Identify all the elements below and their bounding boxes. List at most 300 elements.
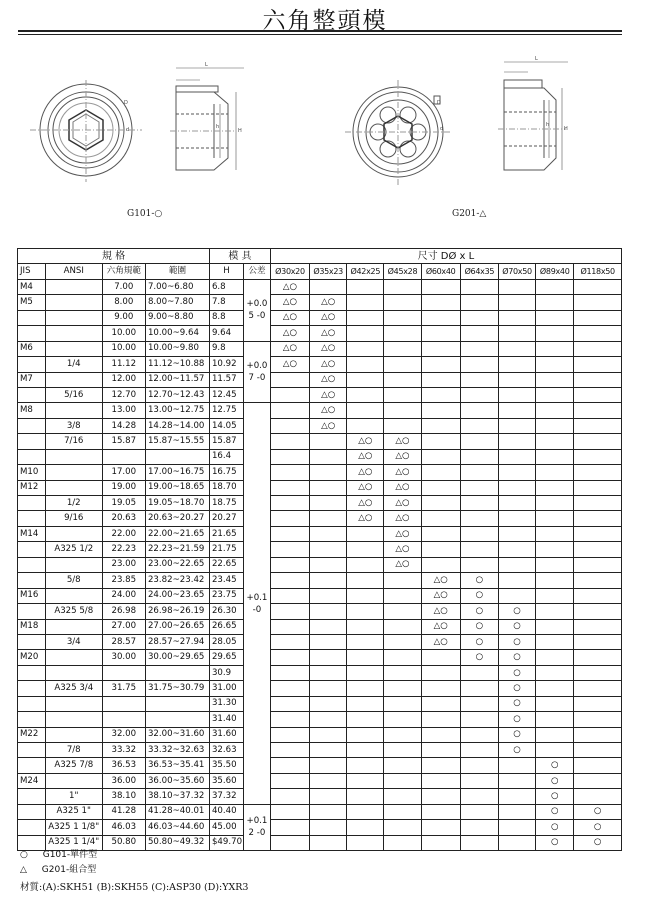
svg-text:H: H xyxy=(238,128,242,134)
cell-range: 17.00~16.75 xyxy=(145,465,209,480)
cell-mark xyxy=(536,604,574,619)
cell-mark xyxy=(270,681,309,696)
cell-mark xyxy=(498,341,535,356)
cell-mark xyxy=(347,588,384,603)
cell-h: 15.87 xyxy=(209,434,243,449)
cell-ansi: 9/16 xyxy=(45,511,102,526)
cell-hex: 27.00 xyxy=(102,619,145,634)
cell-mark xyxy=(498,526,535,541)
cell-range: 33.32~32.63 xyxy=(145,743,209,758)
cell-range: 24.00~23.65 xyxy=(145,588,209,603)
cell-mark: ○ xyxy=(574,820,622,835)
cell-mark xyxy=(421,712,460,727)
cell-jis: M4 xyxy=(18,279,46,294)
cell-mark xyxy=(384,326,421,341)
cell-ansi: A325 1" xyxy=(45,804,102,819)
cell-mark xyxy=(310,712,347,727)
cell-mark xyxy=(498,449,535,464)
col-size: Ø30x20 xyxy=(270,264,309,279)
cell-mark xyxy=(310,804,347,819)
cell-mark xyxy=(421,403,460,418)
spec-table-body xyxy=(18,279,622,850)
cell-mark xyxy=(310,743,347,758)
cell-h: 26.30 xyxy=(209,604,243,619)
cell-jis xyxy=(18,604,46,619)
g201-front-view xyxy=(345,80,452,185)
cell-jis xyxy=(18,665,46,680)
cell-mark xyxy=(384,604,421,619)
cell-mark xyxy=(310,758,347,773)
cell-mark xyxy=(421,434,460,449)
cell-mark xyxy=(310,789,347,804)
cell-mark xyxy=(574,357,622,372)
cell-mark xyxy=(574,681,622,696)
cell-mark xyxy=(498,835,535,850)
cell-mark: ○ xyxy=(498,650,535,665)
cell-mark xyxy=(310,696,347,711)
cell-hex: 31.75 xyxy=(102,681,145,696)
cell-ansi xyxy=(45,773,102,788)
cell-ansi: A325 5/8 xyxy=(45,604,102,619)
cell-mark xyxy=(310,681,347,696)
cell-h: 21.75 xyxy=(209,542,243,557)
svg-text:D: D xyxy=(124,100,128,106)
cell-jis: M22 xyxy=(18,727,46,742)
cell-range: 12.00~11.57 xyxy=(145,372,209,387)
cell-jis xyxy=(18,418,46,433)
cell-mark xyxy=(270,480,309,495)
cell-mark xyxy=(460,758,498,773)
cell-mark xyxy=(536,712,574,727)
cell-h: 31.40 xyxy=(209,712,243,727)
cell-mark xyxy=(536,341,574,356)
triangle-icon: △ xyxy=(20,865,27,875)
cell-mark xyxy=(347,789,384,804)
table-row xyxy=(18,526,622,541)
cell-range: 28.57~27.94 xyxy=(145,634,209,649)
col-jis: JIS xyxy=(18,264,46,279)
cell-mark: △○ xyxy=(270,279,309,294)
cell-mark: △○ xyxy=(421,604,460,619)
cell-mark xyxy=(384,295,421,310)
cell-mark xyxy=(421,727,460,742)
cell-mark xyxy=(347,573,384,588)
cell-mark: ○ xyxy=(536,773,574,788)
table-row xyxy=(18,310,622,325)
cell-h: 7.8 xyxy=(209,295,243,310)
svg-text:D: D xyxy=(437,100,441,106)
cell-mark xyxy=(310,835,347,850)
cell-mark xyxy=(421,372,460,387)
cell-mark: ○ xyxy=(498,727,535,742)
cell-ansi xyxy=(45,449,102,464)
cell-hex: 36.53 xyxy=(102,758,145,773)
col-size: Ø118x50 xyxy=(574,264,622,279)
cell-mark xyxy=(421,387,460,402)
cell-mark xyxy=(347,326,384,341)
cell-mark xyxy=(498,403,535,418)
cell-mark xyxy=(270,773,309,788)
cell-mark xyxy=(574,650,622,665)
cell-mark xyxy=(270,634,309,649)
cell-mark xyxy=(421,511,460,526)
cell-mark xyxy=(270,449,309,464)
cell-mark xyxy=(310,480,347,495)
cell-mark xyxy=(460,449,498,464)
cell-h: 22.65 xyxy=(209,557,243,572)
cell-mark: △○ xyxy=(384,465,421,480)
table-row xyxy=(18,588,622,603)
cell-jis xyxy=(18,573,46,588)
table-row xyxy=(18,387,622,402)
cell-ansi: 7/16 xyxy=(45,434,102,449)
cell-mark xyxy=(347,712,384,727)
group-die: 模 具 xyxy=(209,249,270,264)
cell-mark xyxy=(574,434,622,449)
cell-mark xyxy=(460,403,498,418)
cell-range: 10.00~9.64 xyxy=(145,326,209,341)
cell-mark xyxy=(347,341,384,356)
cell-h: 30.9 xyxy=(209,665,243,680)
col-size: Ø70x50 xyxy=(498,264,535,279)
cell-mark: ○ xyxy=(536,820,574,835)
cell-mark xyxy=(384,681,421,696)
cell-mark xyxy=(384,588,421,603)
cell-mark xyxy=(421,295,460,310)
cell-mark xyxy=(536,465,574,480)
cell-hex: 14.28 xyxy=(102,418,145,433)
cell-jis xyxy=(18,820,46,835)
cell-mark: ○ xyxy=(536,804,574,819)
cell-mark xyxy=(421,835,460,850)
cell-mark xyxy=(384,650,421,665)
cell-mark xyxy=(421,326,460,341)
cell-jis xyxy=(18,758,46,773)
cell-mark: △○ xyxy=(310,403,347,418)
cell-jis xyxy=(18,511,46,526)
cell-mark xyxy=(574,496,622,511)
cell-mark: ○ xyxy=(536,835,574,850)
cell-mark xyxy=(270,835,309,850)
cell-ansi xyxy=(45,310,102,325)
svg-text:h: h xyxy=(216,124,220,130)
cell-mark xyxy=(460,418,498,433)
table-row xyxy=(18,773,622,788)
cell-mark xyxy=(536,434,574,449)
cell-range: 23.82~23.42 xyxy=(145,573,209,588)
cell-mark xyxy=(536,696,574,711)
cell-mark xyxy=(270,526,309,541)
cell-mark xyxy=(310,279,347,294)
cell-mark xyxy=(460,341,498,356)
cell-mark xyxy=(574,542,622,557)
table-row xyxy=(18,372,622,387)
cell-mark: ○ xyxy=(498,665,535,680)
cell-mark: △○ xyxy=(270,295,309,310)
cell-mark xyxy=(498,573,535,588)
cell-jis: M24 xyxy=(18,773,46,788)
cell-ansi xyxy=(45,295,102,310)
cell-mark xyxy=(310,557,347,572)
cell-mark xyxy=(384,418,421,433)
cell-h: 32.63 xyxy=(209,743,243,758)
cell-h: 21.65 xyxy=(209,526,243,541)
cell-mark xyxy=(460,820,498,835)
cell-mark xyxy=(536,665,574,680)
cell-range: 41.28~40.01 xyxy=(145,804,209,819)
cell-mark xyxy=(421,743,460,758)
cell-mark xyxy=(498,588,535,603)
cell-mark: ○ xyxy=(574,804,622,819)
cell-h: 31.30 xyxy=(209,696,243,711)
cell-mark xyxy=(270,804,309,819)
cell-h: 31.60 xyxy=(209,727,243,742)
cell-h: 20.27 xyxy=(209,511,243,526)
cell-range: 46.03~44.60 xyxy=(145,820,209,835)
cell-mark xyxy=(536,372,574,387)
cell-ansi: 3/4 xyxy=(45,634,102,649)
page-title: 六角整頭模 xyxy=(262,8,388,34)
cell-hex: 10.00 xyxy=(102,326,145,341)
cell-mark xyxy=(536,557,574,572)
table-row xyxy=(18,326,622,341)
cell-mark xyxy=(310,449,347,464)
cell-range: 32.00~31.60 xyxy=(145,727,209,742)
cell-hex: 7.00 xyxy=(102,279,145,294)
cell-mark xyxy=(270,573,309,588)
cell-mark xyxy=(310,650,347,665)
cell-mark xyxy=(498,557,535,572)
cell-mark xyxy=(347,542,384,557)
cell-mark xyxy=(310,773,347,788)
cell-hex: 32.00 xyxy=(102,727,145,742)
cell-mark: △○ xyxy=(347,496,384,511)
cell-h: 23.75 xyxy=(209,588,243,603)
cell-mark xyxy=(384,712,421,727)
cell-mark xyxy=(574,279,622,294)
cell-mark xyxy=(574,634,622,649)
cell-mark xyxy=(574,557,622,572)
cell-mark xyxy=(498,465,535,480)
cell-hex: 24.00 xyxy=(102,588,145,603)
cell-mark: ○ xyxy=(460,604,498,619)
cell-mark: ○ xyxy=(574,835,622,850)
table-row xyxy=(18,758,622,773)
cell-h: 26.65 xyxy=(209,619,243,634)
cell-mark xyxy=(384,573,421,588)
cell-mark: △○ xyxy=(310,310,347,325)
cell-mark xyxy=(270,820,309,835)
cell-mark xyxy=(421,542,460,557)
cell-mark xyxy=(384,372,421,387)
cell-mark: △○ xyxy=(310,326,347,341)
svg-text:L: L xyxy=(205,62,208,68)
cell-mark xyxy=(270,604,309,619)
cell-mark: ○ xyxy=(460,619,498,634)
cell-mark xyxy=(310,526,347,541)
cell-range: 27.00~26.65 xyxy=(145,619,209,634)
cell-h: 37.32 xyxy=(209,789,243,804)
cell-mark xyxy=(574,372,622,387)
cell-jis xyxy=(18,434,46,449)
cell-range: 9.00~8.80 xyxy=(145,310,209,325)
cell-mark xyxy=(421,480,460,495)
table-row xyxy=(18,681,622,696)
cell-mark xyxy=(384,310,421,325)
cell-mark xyxy=(498,496,535,511)
cell-mark xyxy=(536,743,574,758)
legend-item-g201 xyxy=(20,862,96,875)
cell-mark xyxy=(574,588,622,603)
cell-hex xyxy=(102,712,145,727)
cell-mark: ○ xyxy=(536,789,574,804)
cell-ansi: A325 1 1/4" xyxy=(45,835,102,850)
cell-mark xyxy=(460,295,498,310)
cell-mark xyxy=(574,789,622,804)
cell-h: 12.75 xyxy=(209,403,243,418)
cell-tolerance: +0.1 2 -0 xyxy=(244,804,271,850)
cell-mark xyxy=(421,526,460,541)
table-row xyxy=(18,696,622,711)
cell-h: 23.45 xyxy=(209,573,243,588)
cell-range: 26.98~26.19 xyxy=(145,604,209,619)
cell-mark xyxy=(460,681,498,696)
cell-mark xyxy=(347,295,384,310)
table-row xyxy=(18,279,622,294)
cell-mark: ○ xyxy=(498,634,535,649)
cell-hex: 36.00 xyxy=(102,773,145,788)
cell-range: 50.80~49.32 xyxy=(145,835,209,850)
cell-mark xyxy=(421,310,460,325)
cell-mark: △○ xyxy=(347,449,384,464)
cell-mark xyxy=(310,604,347,619)
cell-ansi: 5/16 xyxy=(45,387,102,402)
cell-mark: ○ xyxy=(460,650,498,665)
table-row xyxy=(18,619,622,634)
cell-mark: ○ xyxy=(536,758,574,773)
cell-mark xyxy=(347,279,384,294)
cell-ansi xyxy=(45,403,102,418)
table-row xyxy=(18,434,622,449)
cell-h: 29.65 xyxy=(209,650,243,665)
col-size: Ø42x25 xyxy=(347,264,384,279)
cell-mark xyxy=(574,326,622,341)
material-note: 材質:(A):SKH51 (B):SKH55 (C):ASP30 (D):YXR3 xyxy=(20,882,249,893)
cell-jis xyxy=(18,496,46,511)
cell-hex: 22.00 xyxy=(102,526,145,541)
cell-mark xyxy=(536,650,574,665)
cell-mark: △○ xyxy=(347,511,384,526)
cell-mark: ○ xyxy=(498,696,535,711)
cell-mark xyxy=(270,434,309,449)
cell-range: 36.53~35.41 xyxy=(145,758,209,773)
cell-mark xyxy=(421,650,460,665)
cell-h: 28.05 xyxy=(209,634,243,649)
cell-mark xyxy=(574,573,622,588)
cell-range: 22.23~21.59 xyxy=(145,542,209,557)
cell-mark: △○ xyxy=(347,434,384,449)
cell-hex: 17.00 xyxy=(102,465,145,480)
group-size: 尺寸 DØ x L xyxy=(270,249,621,264)
cell-range: 20.63~20.27 xyxy=(145,511,209,526)
cell-mark: △○ xyxy=(384,480,421,495)
cell-mark xyxy=(574,449,622,464)
cell-mark xyxy=(421,820,460,835)
cell-mark xyxy=(384,279,421,294)
cell-mark xyxy=(574,465,622,480)
cell-mark xyxy=(347,557,384,572)
cell-ansi xyxy=(45,650,102,665)
cell-range: 8.00~7.80 xyxy=(145,295,209,310)
cell-jis xyxy=(18,310,46,325)
cell-mark xyxy=(460,357,498,372)
cell-mark xyxy=(384,773,421,788)
cell-jis: M10 xyxy=(18,465,46,480)
cell-mark xyxy=(536,727,574,742)
cell-mark xyxy=(384,727,421,742)
cell-tolerance: +0.1 -0 xyxy=(244,403,271,804)
cell-mark xyxy=(270,712,309,727)
cell-hex: 12.70 xyxy=(102,387,145,402)
cell-mark xyxy=(574,773,622,788)
svg-text:H: H xyxy=(564,126,568,132)
cell-mark xyxy=(347,604,384,619)
cell-range xyxy=(145,712,209,727)
circle-icon: ○ xyxy=(20,850,28,860)
cell-mark xyxy=(347,634,384,649)
cell-h: 18.75 xyxy=(209,496,243,511)
cell-mark xyxy=(310,496,347,511)
cell-ansi xyxy=(45,557,102,572)
cell-range: 31.75~30.79 xyxy=(145,681,209,696)
table-row xyxy=(18,820,622,835)
cell-h: 16.75 xyxy=(209,465,243,480)
cell-mark xyxy=(460,496,498,511)
cell-hex: 10.00 xyxy=(102,341,145,356)
cell-mark xyxy=(384,789,421,804)
cell-mark xyxy=(460,387,498,402)
cell-mark xyxy=(421,773,460,788)
table-row xyxy=(18,634,622,649)
cell-mark xyxy=(460,279,498,294)
cell-mark xyxy=(310,665,347,680)
cell-range xyxy=(145,665,209,680)
col-hex: 六角規範 xyxy=(102,264,145,279)
cell-mark xyxy=(536,542,574,557)
col-size: Ø60x40 xyxy=(421,264,460,279)
cell-mark xyxy=(460,434,498,449)
cell-mark: △○ xyxy=(421,619,460,634)
cell-mark xyxy=(460,773,498,788)
cell-ansi xyxy=(45,326,102,341)
cell-mark xyxy=(347,619,384,634)
cell-mark xyxy=(421,758,460,773)
cell-range: 38.10~37.32 xyxy=(145,789,209,804)
cell-mark xyxy=(536,357,574,372)
cell-mark: △○ xyxy=(384,434,421,449)
cell-h: 10.92 xyxy=(209,357,243,372)
cell-mark xyxy=(460,372,498,387)
cell-mark xyxy=(310,820,347,835)
cell-mark xyxy=(460,665,498,680)
cell-mark xyxy=(384,634,421,649)
cell-mark xyxy=(536,634,574,649)
cell-mark: ○ xyxy=(498,712,535,727)
cell-mark: △○ xyxy=(384,496,421,511)
cell-mark xyxy=(421,557,460,572)
cell-h: 18.70 xyxy=(209,480,243,495)
cell-mark xyxy=(536,619,574,634)
